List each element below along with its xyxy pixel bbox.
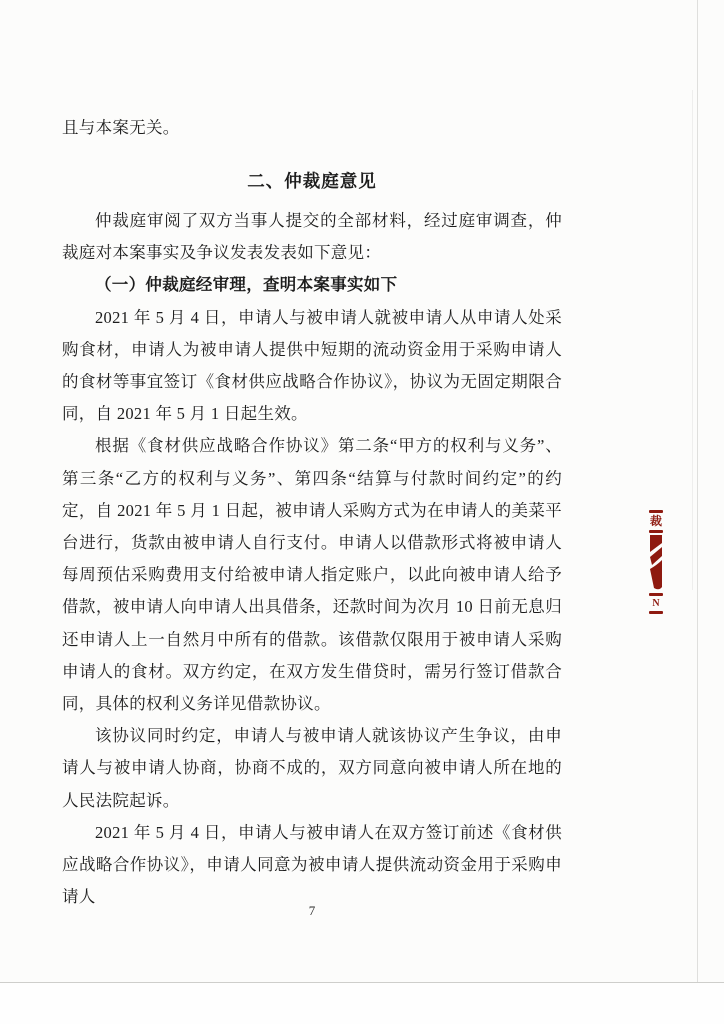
paragraph-facts-3: 该协议同时约定，申请人与被申请人就该协议产生争议，由申请人与被申请人协商，协商不成的，双方同意向被申请人所在地的人民法院起诉。 bbox=[62, 726, 562, 810]
section-heading: 二、仲裁庭意见 bbox=[247, 171, 377, 191]
subsection-heading: （一）仲裁庭经审理，查明本案事实如下 bbox=[95, 275, 398, 295]
page-number: 7 bbox=[308, 903, 316, 918]
seal-letter: N bbox=[652, 598, 660, 609]
seal-character: 裁 bbox=[649, 514, 662, 528]
seal-bar-top bbox=[649, 510, 663, 513]
paragraph-tribunal-intro: 仲裁庭审阅了双方当事人提交的全部材料，经过庭审调查，仲裁庭对本案事实及争议发表发表如下意见： bbox=[62, 211, 562, 263]
page-edge-bottom bbox=[0, 982, 724, 983]
document-body bbox=[62, 205, 562, 913]
paragraph-facts-2: 根据《食材供应战略合作协议》第二条“甲方的权利与义务”、第三条“乙方的权利与义务”、第四条“结算与付款时间约定”的约定，自 2021 年 5 月 1 日起，被申请人采购方式为在申请人的美菜平台进行，货款由被申请人自行支付。申请人以借款形式将被申请人每周预估采购费用支付给被申请人指定账户，以此向被申请人给予借款，被申请人向申请人出具借条，还款时间为次月 10 日前无息归还申请人上一自然月中所有的借款。该借款仅限用于被申请人采购申请人的食材。双方约定，在双方发生借贷时，需另行签订借款合同，具体的权利义务详见借款协议。 bbox=[62, 436, 562, 714]
page-edge-right-faint bbox=[692, 90, 693, 590]
scan-background-below-page bbox=[0, 983, 724, 1024]
paragraph-facts-1: 2021 年 5 月 4 日，申请人与被申请人就被申请人从申请人处采购食材，申请人为被申请人提供中短期的流动资金用于采购申请人的食材等事宜签订《食材供应战略合作协议》，协议为无固定期限合同，自 2021 年 5 月 1 日起生效。 bbox=[62, 307, 562, 424]
seal-bar-mid-2 bbox=[649, 593, 663, 596]
page-edge-right bbox=[697, 0, 698, 982]
paragraph-continuation: 且与本案无关。 bbox=[62, 118, 180, 137]
arbitration-seal-partial bbox=[644, 510, 668, 626]
seal-bar-bottom bbox=[649, 611, 663, 614]
paragraph-facts-4: 2021 年 5 月 4 日，申请人与被申请人在双方签订前述《食材供应战略合作协议》，申请人同意为被申请人提供流动资金用于采购申请人 bbox=[62, 822, 562, 907]
seal-bar-mid-1 bbox=[649, 530, 663, 533]
seal-emblem-icon bbox=[648, 535, 664, 591]
